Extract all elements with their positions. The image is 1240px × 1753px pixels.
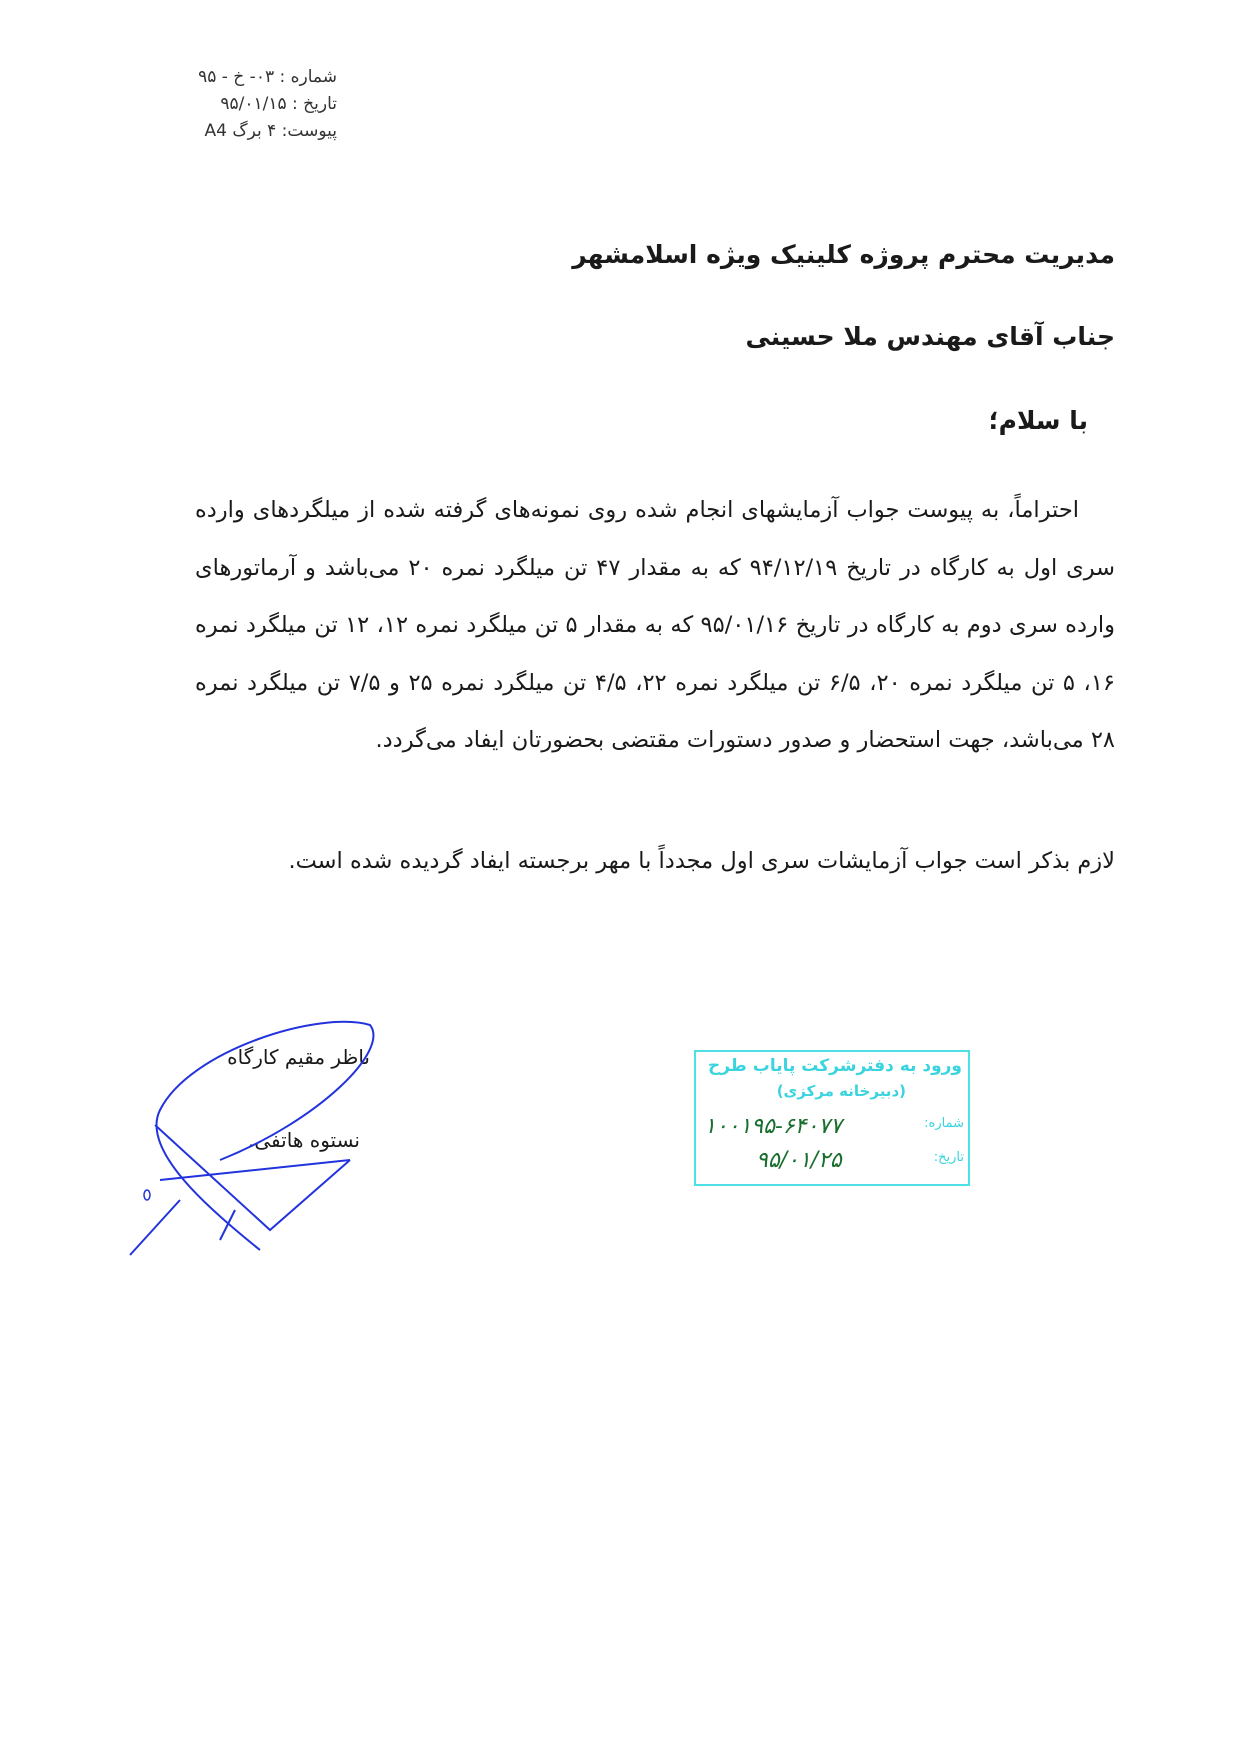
greeting: با سلام؛ — [988, 406, 1088, 435]
letter-note: لازم بذکر است جواب آزمایشات سری اول مجدداً با مهر برجسته ایفاد گردیده شده است. — [288, 848, 1115, 874]
recipient-organization: مدیریت محترم پروژه کلینیک ویژه اسلامشهر — [572, 240, 1115, 269]
letter-meta — [198, 64, 337, 145]
stamp-department: (دبیرخانه مرکزی) — [776, 1082, 906, 1100]
letter-body: احتراماً، به پیوست جواب آزمایشهای انجام شده روی نمونه‌های گرفته شده از میلگردهای وارده سری اول به کارگاه در تاریخ ۹۴/۱۲/۱۹ که به مقدار ۴۷ تن میلگرد نمره ۲۰ می‌باشد و آرماتورهای وارده سری دوم به کارگاه در تاریخ ۹۵/۰۱/۱۶ که به مقدار ۵ تن میلگرد نمره ۱۲، ۱۲ تن میلگرد نمره ۱۶، ۵ تن میلگرد نمره ۲۰، ۶/۵ تن میلگرد نمره ۲۲، ۴/۵ تن میلگرد نمره ۲۵ و ۷/۵ تن میلگرد نمره ۲۸ می‌باشد، جهت استحضار و صدور دستورات مقتضی بحضورتان ایفاد می‌گردد. — [195, 497, 1116, 753]
letter-attachment: پیوست: ۴ برگ A4 — [204, 121, 337, 141]
stamp-date-value: ۹۵/۰۱/۲۵ — [756, 1148, 842, 1173]
stamp-number-label: شماره: — [924, 1116, 964, 1131]
stamp-company: ورود به دفترشرکت پایاب طرح — [707, 1056, 962, 1076]
letter-number: شماره : ۰۳- خ - ۹۵ — [198, 67, 337, 87]
handwritten-signature — [120, 1010, 400, 1260]
registry-stamp — [694, 1050, 970, 1186]
stamp-number-value: ۱۰۰۱۹۵-۶۴۰۷۷ — [704, 1114, 842, 1139]
signatory-name: نستوه هاتفی. — [248, 1128, 360, 1152]
signatory-title: ناظر مقیم کارگاه — [227, 1045, 370, 1069]
letter-date: تاریخ : ۹۵/۰۱/۱۵ — [220, 94, 337, 114]
stamp-date-label: تاریخ: — [933, 1150, 964, 1165]
recipient-person: جناب آقای مهندس ملا حسینی — [745, 322, 1115, 351]
